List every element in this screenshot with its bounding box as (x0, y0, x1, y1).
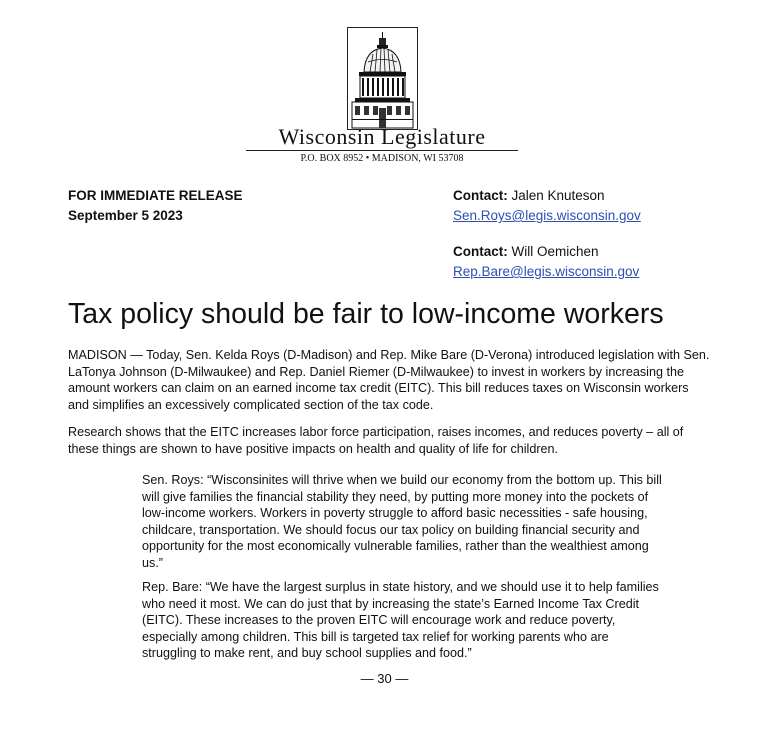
organization-address: P.O. BOX 8952 • MADISON, WI 53708 (300, 153, 464, 164)
organization-name: Wisconsin Legislature (278, 124, 486, 149)
body-paragraph: MADISON — Today, Sen. Kelda Roys (D-Madison) and Rep. Mike Bare (D-Verona) introduced legislation with Sen. LaTonya Johnson (D-Milwaukee) and Rep. Daniel Riemer (D-Milwaukee) to invest in workers by increasing the amount workers can claim on an earned income tax credit (EITC). This bill reduces taxes on Wisconsin workers and simplifies an excessively complicated section of the tax code. (68, 348, 710, 412)
contact-name: Jalen Knuteson (507, 188, 605, 203)
body-paragraph: Research shows that the EITC increases labor force participation, raises incomes, and reduces poverty – all of these things are shown to have positive impacts on health and quality of life for children. (68, 425, 684, 456)
contact-block (453, 186, 641, 226)
contact-name: Will Oemichen (507, 244, 599, 259)
headline: Tax policy should be fair to low-income workers (68, 298, 664, 330)
capitol-dome-logo (347, 27, 418, 130)
release-block (68, 186, 243, 226)
release-date: September 5 2023 (68, 208, 183, 223)
contact-line (453, 242, 639, 262)
contact-label: Contact: (453, 188, 508, 203)
contact-label: Contact: (453, 244, 508, 259)
release-status: FOR IMMEDIATE RELEASE (68, 188, 243, 203)
capitol-dome-icon (348, 28, 417, 129)
end-marker: — 30 — (360, 671, 409, 686)
letterhead-divider (246, 150, 518, 151)
quote-paragraph: Rep. Bare: “We have the largest surplus in state history, and we should use it to help families who need it most. We can do just that by increasing the state’s Earned Income Tax Credit (EITC). These increases to the proven EITC will encourage work and reduce poverty, especially among children. This bill is targeted tax relief for working parents who are struggling to make rent, and buy school supplies and food.” (142, 580, 659, 660)
contact-line (453, 186, 641, 206)
contact-email-link[interactable]: Sen.Roys@legis.wisconsin.gov (453, 208, 641, 223)
quote-paragraph: Sen. Roys: “Wisconsinites will thrive when we build our economy from the bottom up. This bill will give families the financial stability they need, by putting more money into the pockets of low-income workers. Workers in poverty struggle to afford basic necessities - safe housing, childcare, transportation. We should focus our tax policy on building financial security and opportunity for the most economically vulnerable families, rather than the wealthiest among us.” (142, 473, 662, 570)
contact-block (453, 242, 639, 282)
contact-email-link[interactable]: Rep.Bare@legis.wisconsin.gov (453, 264, 640, 279)
